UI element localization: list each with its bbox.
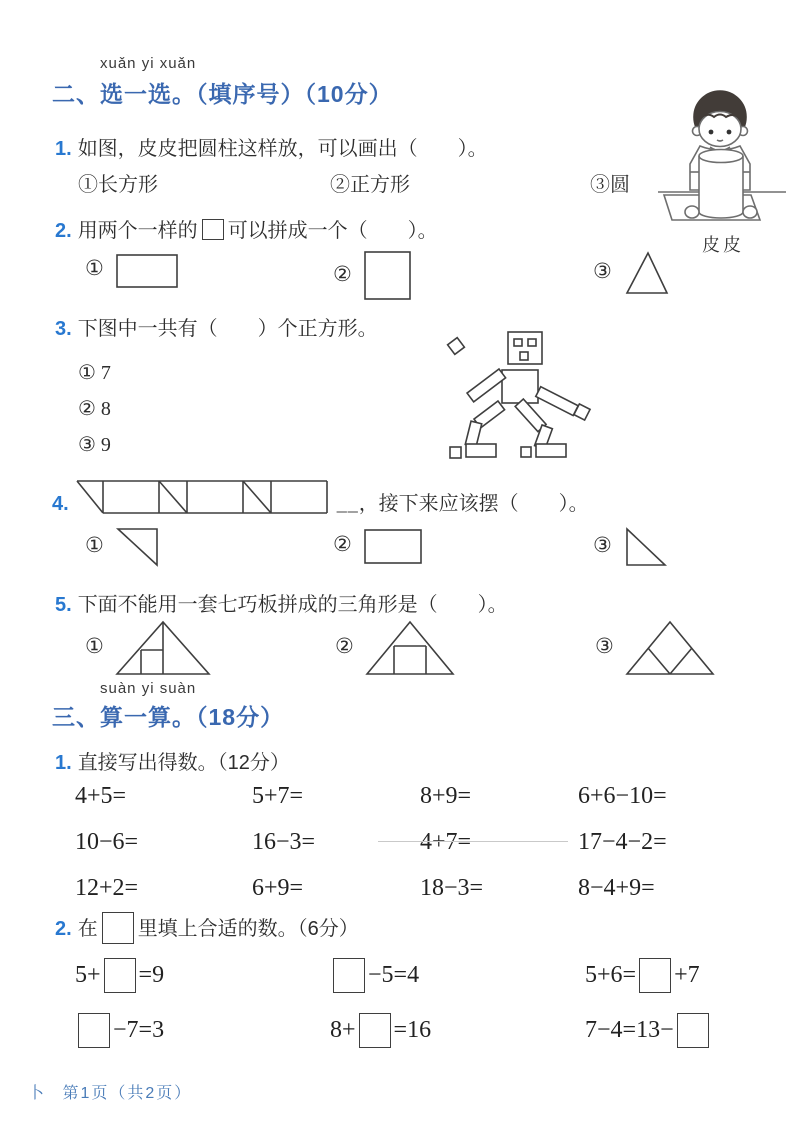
q5-option-2 <box>335 618 457 678</box>
q5-option-1-label: ① <box>85 635 104 659</box>
answer-box <box>78 1013 110 1048</box>
answer-box <box>677 1013 709 1048</box>
s3-q2-text-after: 里填上合适的数。（6分） <box>137 918 359 940</box>
question-4-number: 4. <box>52 493 69 515</box>
question-4-options <box>0 526 793 578</box>
page-footer <box>28 1080 192 1103</box>
equation: 5+7= <box>252 783 304 809</box>
question-2 <box>55 214 438 243</box>
q3-option-1: ① 7 <box>78 362 111 384</box>
fill-eq-after: −5=4 <box>368 962 420 988</box>
fill-equation <box>330 958 419 993</box>
q1-option-2: ②正方形 <box>330 174 410 196</box>
square-placeholder <box>102 912 134 944</box>
equation: 4+5= <box>75 783 127 809</box>
question-1-number: 1. <box>55 138 72 160</box>
arithmetic-grid <box>75 776 773 914</box>
small-square-placeholder <box>202 219 224 240</box>
page-number: 第1页（共2页） <box>62 1085 193 1102</box>
square-shape-icon <box>363 250 413 302</box>
fill-equation <box>330 1013 431 1048</box>
question-3-text: 下图中一共有（ ）个正方形。 <box>77 318 378 340</box>
question-2-options <box>0 250 793 306</box>
fill-eq-before: 8+ <box>330 1017 356 1043</box>
q4-option-2 <box>333 526 425 566</box>
question-3 <box>55 312 378 341</box>
q5-option-3-label: ③ <box>595 635 614 659</box>
equation: 8−4+9= <box>578 875 655 901</box>
s3-q1-text: 直接写出得数。（12分） <box>77 752 290 774</box>
fill-equation <box>585 1013 712 1048</box>
question-5-options <box>0 618 793 682</box>
fill-eq-before: 7−4=13− <box>585 1017 674 1043</box>
s3-q2-text-before: 在 <box>77 918 98 940</box>
tangram-triangle-1-icon <box>115 618 213 678</box>
question-5-number: 5. <box>55 594 72 616</box>
q4-option-1 <box>85 526 161 568</box>
fill-equation <box>75 1013 164 1048</box>
question-2-text-before: 用两个一样的 <box>77 220 198 242</box>
equation: 17−4−2= <box>578 829 667 855</box>
q2-option-2 <box>333 250 413 302</box>
boy-with-cylinder-illustration <box>658 88 786 226</box>
q2-option-3-label: ③ <box>593 260 612 284</box>
q4-option-2-label: ② <box>333 533 352 557</box>
fill-eq-before: 5+6= <box>585 962 637 988</box>
answer-box <box>333 958 365 993</box>
q1-option-3: ③圆 <box>590 174 630 196</box>
q1-option-1: ①长方形 <box>78 174 158 196</box>
answer-box <box>104 958 136 993</box>
question-4-text: ，接下来应该摆（ ）。 <box>358 493 589 515</box>
equation: 6+6−10= <box>578 783 667 809</box>
q2-option-1 <box>85 250 181 290</box>
q3-option-3: ③ 9 <box>78 434 111 456</box>
rectangle-shape-icon <box>115 250 181 290</box>
q4-option-1-label: ① <box>85 534 104 558</box>
q3-option-2: ② 8 <box>78 398 111 420</box>
question-5 <box>55 588 508 617</box>
question-3-options <box>78 360 111 468</box>
equation: 6+9= <box>252 875 304 901</box>
q4-option-3-label: ③ <box>593 534 612 558</box>
tangram-triangle-2-icon <box>365 618 457 678</box>
equation: 10−6= <box>75 829 139 855</box>
tangram-triangle-3-icon <box>625 618 717 678</box>
fill-eq-after: −7=3 <box>113 1017 165 1043</box>
question-1 <box>55 132 488 161</box>
equation: 16−3= <box>252 829 316 855</box>
question-5-text: 下面不能用一套七巧板拼成的三角形是（ ）。 <box>77 594 508 616</box>
q5-option-1 <box>85 618 213 678</box>
fill-equation <box>585 958 700 993</box>
section2-title: 二、选一选。（填序号）（10分） <box>52 81 393 107</box>
q2-option-2-label: ② <box>333 263 352 287</box>
section3-title: 三、算一算。（18分） <box>52 704 285 730</box>
section3-question-1 <box>55 746 290 775</box>
triangle-bottom-left-icon <box>623 526 669 568</box>
pattern-strip-illustration <box>75 478 331 516</box>
section3-pinyin: suàn yi suàn <box>100 680 197 697</box>
fill-equation <box>75 958 164 993</box>
triangle-shape-icon <box>623 250 671 296</box>
rectangle-icon <box>363 526 425 566</box>
equation: 8+9= <box>420 783 472 809</box>
section3-question-2 <box>55 912 359 944</box>
triangle-top-right-icon <box>115 526 161 568</box>
boy-cylinder-figure <box>658 88 788 257</box>
pattern-blank: __ <box>336 493 359 515</box>
q2-option-3 <box>593 250 671 296</box>
question-2-text-after: 可以拼成一个（ ）。 <box>227 220 438 242</box>
answer-box <box>359 1013 391 1048</box>
footer-edge-mark: 卜 <box>28 1085 47 1102</box>
question-2-number: 2. <box>55 220 72 242</box>
robot-shapes-illustration <box>432 326 632 471</box>
question-3-number: 3. <box>55 318 72 340</box>
boy-figure-label: 皮皮 <box>702 235 744 255</box>
fill-equations-row-2 <box>0 1013 793 1061</box>
question-4 <box>52 478 589 516</box>
fill-eq-before: 5+ <box>75 962 101 988</box>
answer-box <box>639 958 671 993</box>
question-1-text: 如图，皮皮把圆柱这样放，可以画出（ ）。 <box>77 138 488 160</box>
s3-q1-number: 1. <box>55 752 72 774</box>
fill-eq-after: =9 <box>138 962 165 988</box>
q4-option-3 <box>593 526 669 568</box>
q5-option-3 <box>595 618 717 678</box>
fill-eq-after: +7 <box>674 962 700 988</box>
equation: 4+7= <box>420 822 578 868</box>
equation: 12+2= <box>75 875 139 901</box>
equation: 18−3= <box>420 875 484 901</box>
q5-option-2-label: ② <box>335 635 354 659</box>
fill-eq-after: =16 <box>393 1017 432 1043</box>
s3-q2-number: 2. <box>55 918 72 940</box>
fill-equations-row-1 <box>0 958 793 1006</box>
q2-option-1-label: ① <box>85 257 104 281</box>
section2-pinyin: xuǎn yi xuǎn <box>100 55 197 72</box>
